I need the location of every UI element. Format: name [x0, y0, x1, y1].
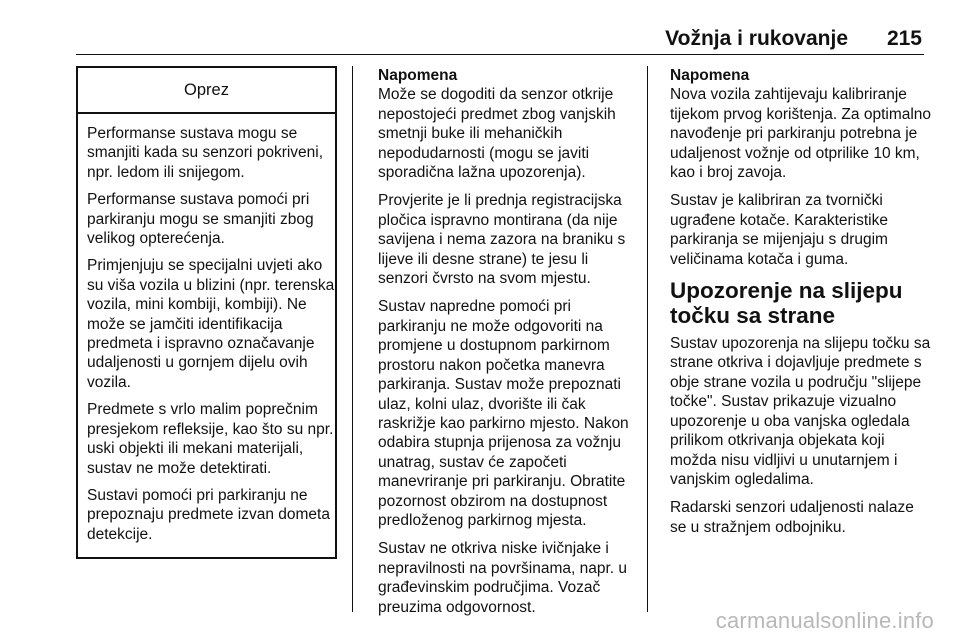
body-paragraph: Radarski senzori udaljenosti nalaze se u stražnjem odbojniku.: [670, 499, 914, 536]
note-text: Može se dogoditi da senzor otkrije nepostojeći predmet zbog vanjskih smetnji buke ili mehaničkih nepodudarnosti (mogu se javiti sporadična lažna upozorenja).: [378, 86, 616, 182]
caution-body: [78, 114, 335, 557]
right-column: [670, 66, 932, 546]
body-paragraph: Provjerite je li prednja registracijska pločica ispravno montirana (da nije savijena i nema zazora na braniku s lijeve ili desne strane) te jesu li senzori čvrsto na svom mjestu.: [378, 192, 626, 288]
column-divider: [352, 66, 353, 612]
note-heading: Napomena: [670, 67, 750, 84]
caution-paragraph: Performanse sustava mogu se smanjiti kada su senzori pokriveni, npr. ledom ili snijegom.: [87, 125, 324, 181]
caution-paragraph: Sustavi pomoći pri parkiranju ne prepoznaju predmete izvan dometa detekcije.: [87, 486, 330, 543]
caution-box: [76, 66, 337, 559]
middle-column: [378, 66, 640, 626]
page-title: Vožnja i rukovanje: [665, 27, 848, 50]
header-rule: [76, 54, 924, 55]
column-divider: [647, 66, 648, 612]
watermark: carmanualsonline.info: [715, 608, 934, 633]
body-paragraph: Sustav ne otkriva niske ivičnjake i nepravilnosti na površinama, napr. u građevinskim područjima. Vozač preuzima odgovornost.: [378, 540, 628, 616]
caution-paragraph: Primjenjuju se specijalni uvjeti ako su viša vozila u blizini (npr. terenska vozila, mini kombiji, kombiji). Ne može se jamčiti identifikacija predmeta i ispravno označavanje udaljenosti u gornjem dijelu ovih vozila.: [87, 257, 335, 391]
page-header: [0, 0, 960, 56]
note-heading: Napomena: [378, 67, 458, 84]
caution-title: Oprez: [78, 68, 335, 114]
caution-paragraph: Performanse sustava pomoći pri parkiranju mogu se smanjiti zbog velikog opterećenja.: [87, 191, 314, 248]
section-title: Upozorenje na slijepu točku sa strane: [670, 278, 903, 329]
body-paragraph: Sustav napredne pomoći pri parkiranju ne može odgovoriti na promjene u dostupnom parkirnom prostoru nakon početka manevra parkiranja. Sustav može prepoznati ulaz, kolni ulaz, dvorište ili čak raskrižje kao parkirno mjesto. Nakon odabira stupnja prijenosa za vožnju unatrag, sustav će započeti manevriranje pri parkiranju. Obratite pozornost obzirom na dostupnost predloženog parkirnog mjesta.: [378, 298, 629, 529]
page-number: 215: [886, 27, 922, 50]
caution-paragraph: Predmete s vrlo malim poprečnim presjekom refleksije, kao što su npr. uski objekti ili mekani materijali, sustav ne može detektirati.: [87, 401, 334, 477]
note-text: Nova vozila zahtijevaju kalibriranje tijekom prvog korištenja. Za optimalno navođenje pri parkiranju potrebna je udaljenost vožnje od otprilike 10 km, kao i broj zavoja.: [670, 86, 932, 182]
body-paragraph: Sustav upozorenja na slijepu točku sa strane otkriva i dojavljuje predmete s obje strane vozila u području "slijepe točke". Sustav prikazuje vizualno upozorenje u oba vanjska ogledala prilikom otkrivanja objekata koji možda nisu vidljivi u unutarnjem i vanjskim ogledalima.: [670, 335, 931, 488]
note-text: Sustav je kalibriran za tvornički ugrađene kotače. Karakteristike parkiranja se mijenjaju s drugim veličinama kotača i guma.: [670, 192, 888, 268]
